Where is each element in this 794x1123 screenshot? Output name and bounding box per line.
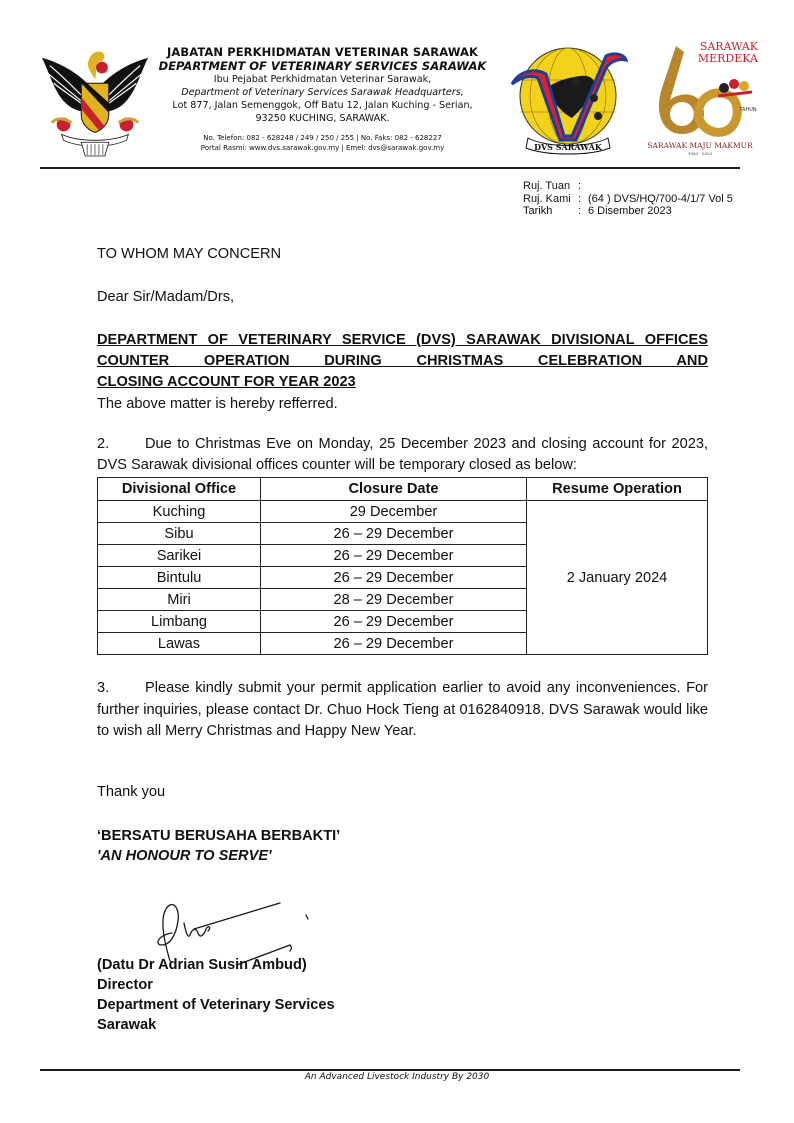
hq-malay: Ibu Pejabat Perkhidmatan Veterinar Sarawak, — [213, 74, 432, 85]
merdeka-tagline: SARAWAK MAJU MAKMUR — [647, 141, 753, 150]
signer-org-line-1: Department of Veterinary Services — [97, 997, 335, 1013]
merdeka-title-2: MERDEKA — [697, 52, 758, 65]
col-header-closure: Closure Date — [261, 478, 527, 501]
office-cell: Sarikei — [98, 545, 261, 567]
table-header-row — [98, 478, 708, 501]
closure-cell: 29 December — [261, 501, 527, 523]
table-row — [98, 501, 708, 523]
reference-sentence: The above matter is hereby refferred. — [97, 396, 338, 412]
col-header-office: Divisional Office — [98, 478, 261, 501]
paragraph-3 — [97, 678, 708, 743]
closure-cell: 26 – 29 December — [261, 545, 527, 567]
paragraph-2-text: Due to Christmas Eve on Monday, 25 December 2023 and closing account for 2023, DVS Sarawak divisional offices counter will be temporary closed as below: — [97, 436, 708, 473]
office-cell: Miri — [98, 589, 261, 611]
col-header-resume: Resume Operation — [527, 478, 708, 501]
footer-divider — [40, 1069, 740, 1071]
header-divider — [40, 167, 740, 169]
signer-name: (Datu Dr Adrian Susin Ambud) — [97, 957, 307, 973]
office-cell: Kuching — [98, 501, 261, 523]
motto-english: 'AN HONOUR TO SERVE' — [97, 848, 272, 864]
resume-date-cell: 2 January 2024 — [527, 501, 708, 655]
merdeka-tahun: TAHUN — [739, 107, 757, 113]
addressee: TO WHOM MAY CONCERN — [97, 246, 282, 262]
address-line-2: 93250 KUCHING, SARAWAK. — [255, 113, 390, 124]
closure-table — [97, 477, 708, 655]
closure-cell: 26 – 29 December — [261, 611, 527, 633]
motto-block — [97, 826, 708, 866]
motto-malay: ‘BERSATU BERUSAHA BERBAKTI’ — [97, 828, 341, 844]
salutation: Dear Sir/Madam/Drs, — [97, 289, 235, 305]
org-name-malay: JABATAN PERKHIDMATAN VETERINAR SARAWAK — [166, 45, 479, 59]
office-cell: Bintulu — [98, 567, 261, 589]
closure-cell: 28 – 29 December — [261, 589, 527, 611]
closure-cell: 26 – 29 December — [261, 523, 527, 545]
ref-row-our-ref: Ruj. Kami : (64 ) DVS/HQ/700-4/1/7 Vol 5 — [523, 192, 733, 205]
signer-block — [97, 955, 708, 1035]
merdeka-title-1: SARAWAK — [699, 40, 758, 53]
ref-row-your-ref: Ruj. Tuan : — [523, 180, 582, 192]
dvs-logo-text: DVS SARAWAK — [534, 142, 602, 152]
phone-fax-line: No. Telefon: 082 - 628248 / 249 / 250 / 255 | No. Faks: 082 - 628227 — [203, 134, 442, 142]
reference-block — [523, 180, 733, 218]
org-name-english: DEPARTMENT OF VETERINARY SERVICES SARAWAK — [158, 59, 487, 73]
merdeka-years: 1963 - 2023 — [687, 151, 713, 156]
office-cell: Limbang — [98, 611, 261, 633]
hq-english: Department of Veterinary Services Sarawak Headquarters, — [181, 87, 464, 98]
office-cell: Lawas — [98, 633, 261, 655]
closing-thanks: Thank you — [97, 784, 166, 800]
paragraph-2 — [97, 434, 708, 475]
address-line-1: Lot 877, Jalan Semenggok, Off Batu 12, Jalan Kuching - Serian, — [172, 100, 473, 111]
signer-org-line-2: Sarawak — [97, 1017, 157, 1033]
office-cell: Sibu — [98, 523, 261, 545]
closure-cell: 26 – 29 December — [261, 633, 527, 655]
paragraph-2-number: 2. — [97, 436, 110, 452]
sarawak-merdeka-60-logo — [636, 38, 764, 156]
subject-heading: DEPARTMENT OF VETERINARY SERVICE (DVS) SARAWAK DIVISIONAL OFFICES COUNTER OPERATION DURING CHRISTMAS CELEBRATION AND CLOSING ACCOUNT FOR YEAR 2023 — [97, 332, 708, 390]
letterhead-text — [150, 45, 495, 153]
ref-row-date: Tarikh : 6 Disember 2023 — [523, 205, 672, 217]
dvs-sarawak-logo — [506, 40, 630, 158]
footer-tagline: An Advanced Livestock Industry By 2030 — [304, 1072, 490, 1082]
sarawak-crest-logo — [36, 40, 154, 158]
signer-title: Director — [97, 977, 153, 993]
web-email-line: Portal Rasmi: www.dvs.sarawak.gov.my | Emel: dvs@sarawak.gov.my — [200, 143, 445, 152]
paragraph-3-text: Please kindly submit your permit application earlier to avoid any inconveniences. For further inquiries, please contact Dr. Chuo Hock Tieng at 0162840918. DVS Sarawak would like to wish all Merry Christmas and Happy New Year. — [97, 680, 708, 739]
paragraph-3-number: 3. — [97, 680, 110, 696]
closure-cell: 26 – 29 December — [261, 567, 527, 589]
